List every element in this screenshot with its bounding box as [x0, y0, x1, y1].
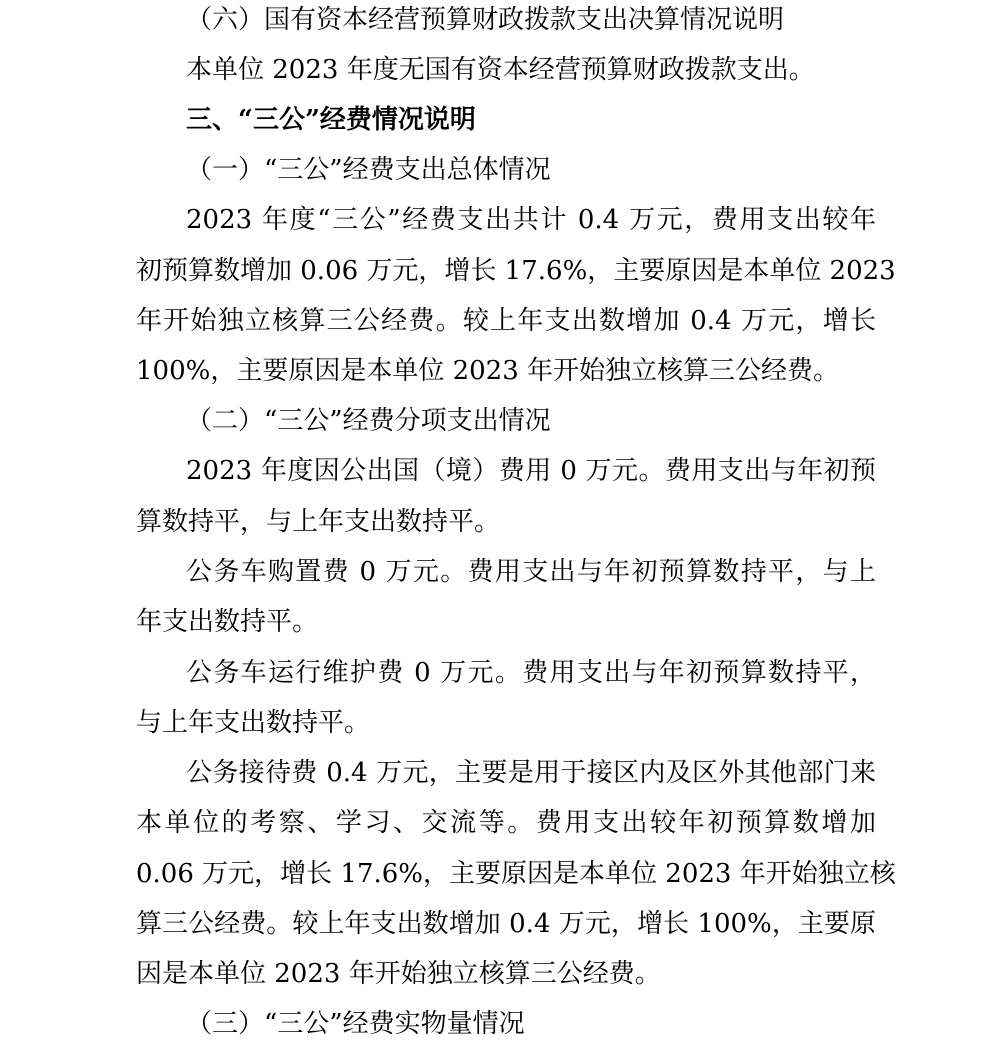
paragraph-line: 2023 年度“三公”经费支出共计 0.4 万元，费用支出较年: [186, 205, 876, 235]
paragraph-line: 0.06 万元，增长 17.6%，主要原因是本单位 2023 年开始独立核: [136, 859, 896, 889]
paragraph-line: 公务车运行维护费 0 万元。费用支出与年初预算数持平，: [186, 658, 876, 688]
paragraph-line: 本单位 2023 年度无国有资本经营预算财政拨款支出。: [186, 55, 815, 85]
section-heading-6: （六）国有资本经营预算财政拨款支出决算情况说明: [186, 5, 785, 35]
paragraph-line: 初预算数增加 0.06 万元，增长 17.6%，主要原因是本单位 2023: [136, 256, 896, 286]
paragraph-line: 公务车购置费 0 万元。费用支出与年初预算数持平，与上: [186, 557, 876, 587]
paragraph-line: 与上年支出数持平。: [136, 708, 371, 738]
paragraph-line: 公务接待费 0.4 万元，主要是用于接区内及区外其他部门来: [186, 758, 876, 788]
paragraph-line: 年支出数持平。: [136, 607, 319, 637]
paragraph-line: 因是本单位 2023 年开始独立核算三公经费。: [136, 959, 661, 989]
subsection-heading-3: （三）“三公”经费实物量情况: [186, 1009, 525, 1039]
paragraph-line: 100%，主要原因是本单位 2023 年开始独立核算三公经费。: [136, 356, 840, 386]
paragraph-line: 算数持平，与上年支出数持平。: [136, 507, 501, 537]
subsection-heading-1: （一）“三公”经费支出总体情况: [186, 155, 551, 185]
section-heading-3: 三、“三公”经费情况说明: [186, 105, 476, 135]
paragraph-line: 算三公经费。较上年支出数增加 0.4 万元，增长 100%，主要原: [136, 909, 876, 939]
paragraph-line: 2023 年度因公出国（境）费用 0 万元。费用支出与年初预: [186, 456, 876, 486]
paragraph-line: 年开始独立核算三公经费。较上年支出数增加 0.4 万元，增长: [136, 306, 876, 336]
paragraph-line: 本单位的考察、学习、交流等。费用支出较年初预算数增加: [136, 808, 876, 838]
subsection-heading-2: （二）“三公”经费分项支出情况: [186, 406, 551, 436]
